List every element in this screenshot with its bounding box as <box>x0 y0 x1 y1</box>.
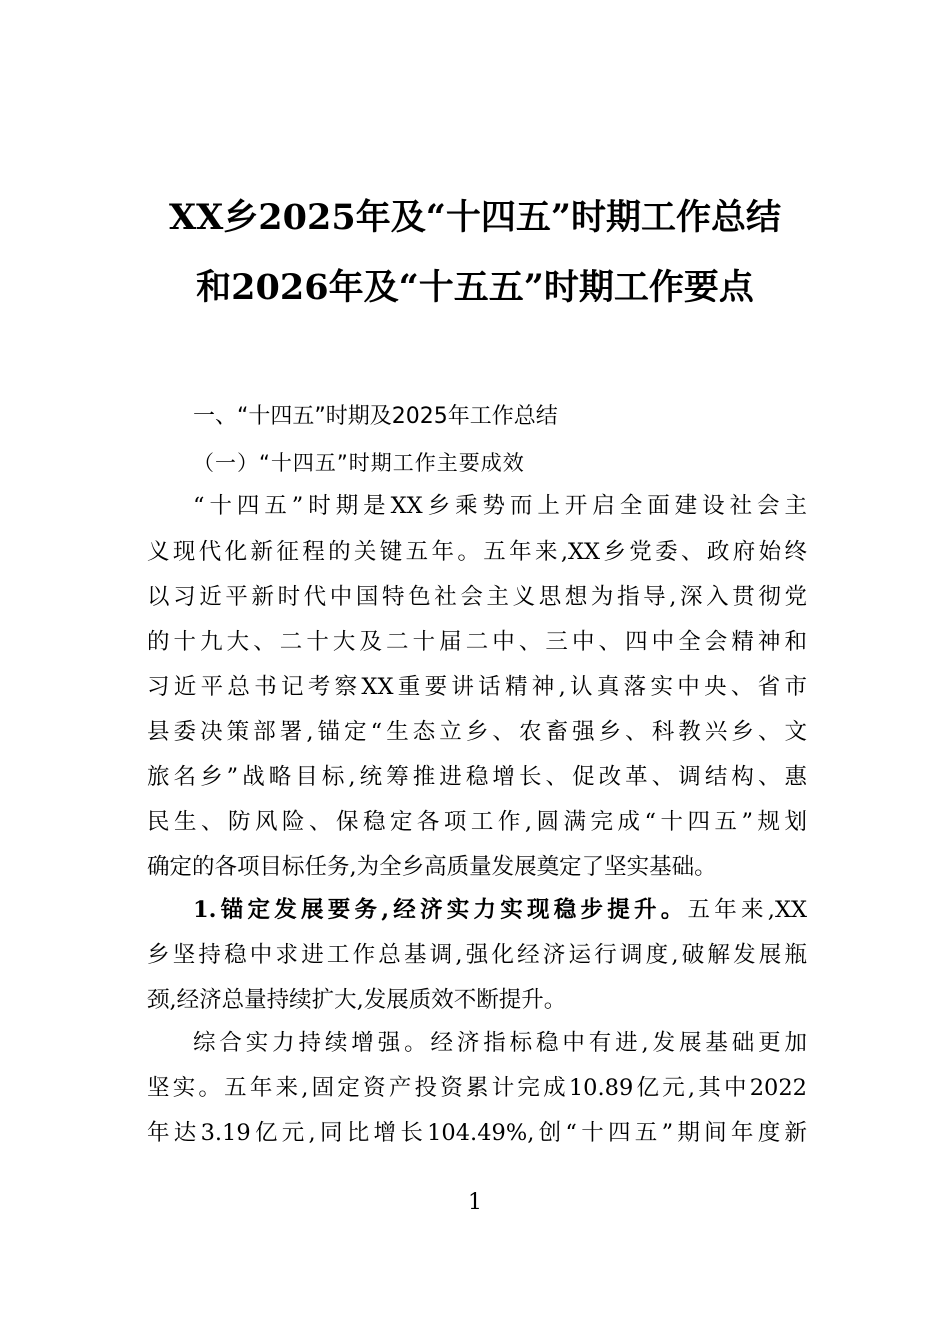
paragraph-line: 旅名乡”战略目标,统筹推进稳增长、促改革、调结构、惠 <box>147 764 807 790</box>
paragraph-line: 综合实力持续增强。经济指标稳中有进,发展基础更加 <box>193 1030 807 1056</box>
lead-line-rest: 五年来,XX <box>687 897 807 923</box>
paragraph-line: 义现代化新征程的关键五年。五年来,XX乡党委、政府始终 <box>147 539 807 565</box>
paragraph-line: 坚实。五年来,固定资产投资累计完成10.89亿元,其中2022 <box>147 1075 807 1101</box>
paragraph-line: “十四五”时期是XX乡乘势而上开启全面建设社会主 <box>193 493 807 519</box>
paragraph-line <box>193 894 807 926</box>
document-title-line-1: XX乡2025年及“十四五”时期工作总结 <box>169 197 781 238</box>
paragraph-line: 习近平总书记考察XX重要讲话精神,认真落实中央、省市 <box>147 674 807 700</box>
paragraph-line: 确定的各项目标任务,为全乡高质量发展奠定了坚实基础。 <box>147 854 717 880</box>
paragraph-line: 颈,经济总量持续扩大,发展质效不断提升。 <box>147 987 567 1013</box>
bold-lead-text: 1.锚定发展要务,经济实力实现稳步提升。 <box>193 897 688 923</box>
paragraph-line: 的十九大、二十大及二十届二中、三中、四中全会精神和 <box>147 629 807 655</box>
subsection-heading: （一）“十四五”时期工作主要成效 <box>193 451 525 475</box>
section-heading: 一、“十四五”时期及2025年工作总结 <box>193 404 558 429</box>
paragraph-line: 乡坚持稳中求进工作总基调,强化经济运行调度,破解发展瓶 <box>147 942 807 968</box>
page-number: 1 <box>468 1190 482 1215</box>
paragraph-line: 以习近平新时代中国特色社会主义思想为指导,深入贯彻党 <box>147 584 807 610</box>
document-title-line-2: 和2026年及“十五五”时期工作要点 <box>196 267 754 308</box>
paragraph-line: 年达3.19亿元,同比增长104.49%,创“十四五”期间年度新 <box>147 1120 807 1146</box>
paragraph-line: 民生、防风险、保稳定各项工作,圆满完成“十四五”规划 <box>147 809 807 835</box>
paragraph-line: 县委决策部署,锚定“生态立乡、农畜强乡、科教兴乡、文 <box>147 719 807 745</box>
